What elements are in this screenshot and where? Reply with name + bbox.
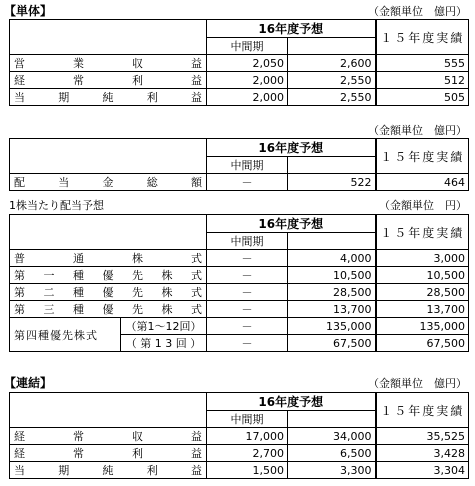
actual-value: 512 (376, 72, 469, 89)
forecast-value: 2,550 (288, 89, 376, 106)
actual-value: 135,000 (376, 318, 469, 335)
spread-label: 配 当 金 総 額 (14, 176, 202, 189)
actual-value: 555 (376, 55, 469, 72)
table-row (10, 284, 469, 301)
consolidated-results-table (9, 392, 469, 479)
unit-note-dividend-total: （金額単位 億円） (368, 124, 467, 137)
section-title-per-share: 1株当たり配当予想 (9, 199, 104, 212)
interim-value: － (207, 318, 288, 335)
spread-label: 第 一 種 優 先 株 式 (14, 269, 202, 282)
spread-label: 営 業 収 益 (14, 57, 202, 70)
interim-header: 中間期 (207, 38, 288, 55)
actual-value: 10,500 (376, 267, 469, 284)
actual-header: １５年度実績 (376, 215, 469, 250)
actual-value: 3,304 (376, 462, 469, 479)
forecast-value: 13,700 (288, 301, 376, 318)
interim-header: 中間期 (207, 157, 288, 174)
forecast-value: 10,500 (288, 267, 376, 284)
label-header-blank (10, 215, 207, 250)
row-label (10, 445, 207, 462)
row-label (10, 267, 207, 284)
spread-label: 当 期 純 利 益 (14, 464, 202, 477)
interim-value: 2,000 (207, 89, 288, 106)
table-row (10, 267, 469, 284)
interim-value: 17,000 (207, 428, 288, 445)
actual-value: 35,525 (376, 428, 469, 445)
row-label (10, 72, 207, 89)
row-label (10, 250, 207, 267)
forecast-value: 6,500 (288, 445, 376, 462)
per-share-dividend-table (9, 214, 469, 352)
actual-value: 464 (376, 174, 469, 191)
spread-label: 第 三 種 優 先 株 式 (14, 303, 202, 316)
row-sublabel: （ 第 1 3 回 ） (121, 335, 207, 352)
row-label (10, 428, 207, 445)
unit-note-consolidated: （金額単位 億円） (368, 377, 467, 390)
interim-value: 2,000 (207, 72, 288, 89)
row-label (10, 301, 207, 318)
row-label (10, 284, 207, 301)
full-year-header-blank (288, 411, 376, 428)
forecast-header: 16年度予想 (207, 215, 376, 233)
unit-note-per-share: （金額単位 円） (379, 199, 467, 212)
table-row (10, 318, 469, 335)
forecast-value: 2,600 (288, 55, 376, 72)
row-sublabel: （第1～12回） (121, 318, 207, 335)
interim-value: 2,700 (207, 445, 288, 462)
row-label (10, 462, 207, 479)
forecast-value: 67,500 (288, 335, 376, 352)
forecast-value: 28,500 (288, 284, 376, 301)
forecast-value: 3,300 (288, 462, 376, 479)
table-row (10, 301, 469, 318)
actual-header: １５年度実績 (376, 20, 469, 55)
full-year-header-blank (288, 38, 376, 55)
section-title-standalone: 【単体】 (4, 4, 53, 18)
interim-value: － (207, 335, 288, 352)
spread-label: 第 二 種 優 先 株 式 (14, 286, 202, 299)
unit-note-standalone: （金額単位 億円） (368, 5, 467, 18)
table-row (10, 174, 469, 191)
label-header-blank (10, 139, 207, 174)
forecast-value: 522 (288, 174, 376, 191)
actual-value: 13,700 (376, 301, 469, 318)
actual-value: 28,500 (376, 284, 469, 301)
actual-header: １５年度実績 (376, 393, 469, 428)
table-row (10, 55, 469, 72)
table-row (10, 89, 469, 106)
table-row (10, 462, 469, 479)
section-title-consolidated: 【連結】 (4, 376, 53, 390)
interim-value: － (207, 250, 288, 267)
table-row (10, 250, 469, 267)
row-label-fourth-preferred: 第四種優先株式 (10, 318, 121, 352)
actual-value: 505 (376, 89, 469, 106)
spread-label: 当 期 純 利 益 (14, 91, 202, 104)
row-label (10, 55, 207, 72)
row-label (10, 174, 207, 191)
forecast-value: 4,000 (288, 250, 376, 267)
forecast-value: 135,000 (288, 318, 376, 335)
row-label (10, 89, 207, 106)
interim-value: － (207, 267, 288, 284)
spread-label: 普 通 株 式 (14, 252, 202, 265)
spread-label: 経 常 利 益 (14, 74, 202, 87)
interim-value: － (207, 301, 288, 318)
interim-value: 1,500 (207, 462, 288, 479)
spread-label: 経 常 収 益 (14, 430, 202, 443)
forecast-value: 34,000 (288, 428, 376, 445)
table-row (10, 72, 469, 89)
forecast-header: 16年度予想 (207, 393, 376, 411)
standalone-results-table (9, 19, 469, 106)
actual-header: １５年度実績 (376, 139, 469, 174)
interim-value: － (207, 174, 288, 191)
table-row (10, 445, 469, 462)
table-row (10, 428, 469, 445)
actual-value: 3,428 (376, 445, 469, 462)
label-header-blank (10, 393, 207, 428)
actual-value: 67,500 (376, 335, 469, 352)
full-year-header-blank (288, 157, 376, 174)
spread-label: 経 常 利 益 (14, 447, 202, 460)
dividend-total-table (9, 138, 469, 191)
actual-value: 3,000 (376, 250, 469, 267)
label-header-blank (10, 20, 207, 55)
interim-header: 中間期 (207, 411, 288, 428)
full-year-header-blank (288, 233, 376, 250)
forecast-header: 16年度予想 (207, 20, 376, 38)
interim-header: 中間期 (207, 233, 288, 250)
interim-value: 2,050 (207, 55, 288, 72)
forecast-header: 16年度予想 (207, 139, 376, 157)
interim-value: － (207, 284, 288, 301)
forecast-value: 2,550 (288, 72, 376, 89)
